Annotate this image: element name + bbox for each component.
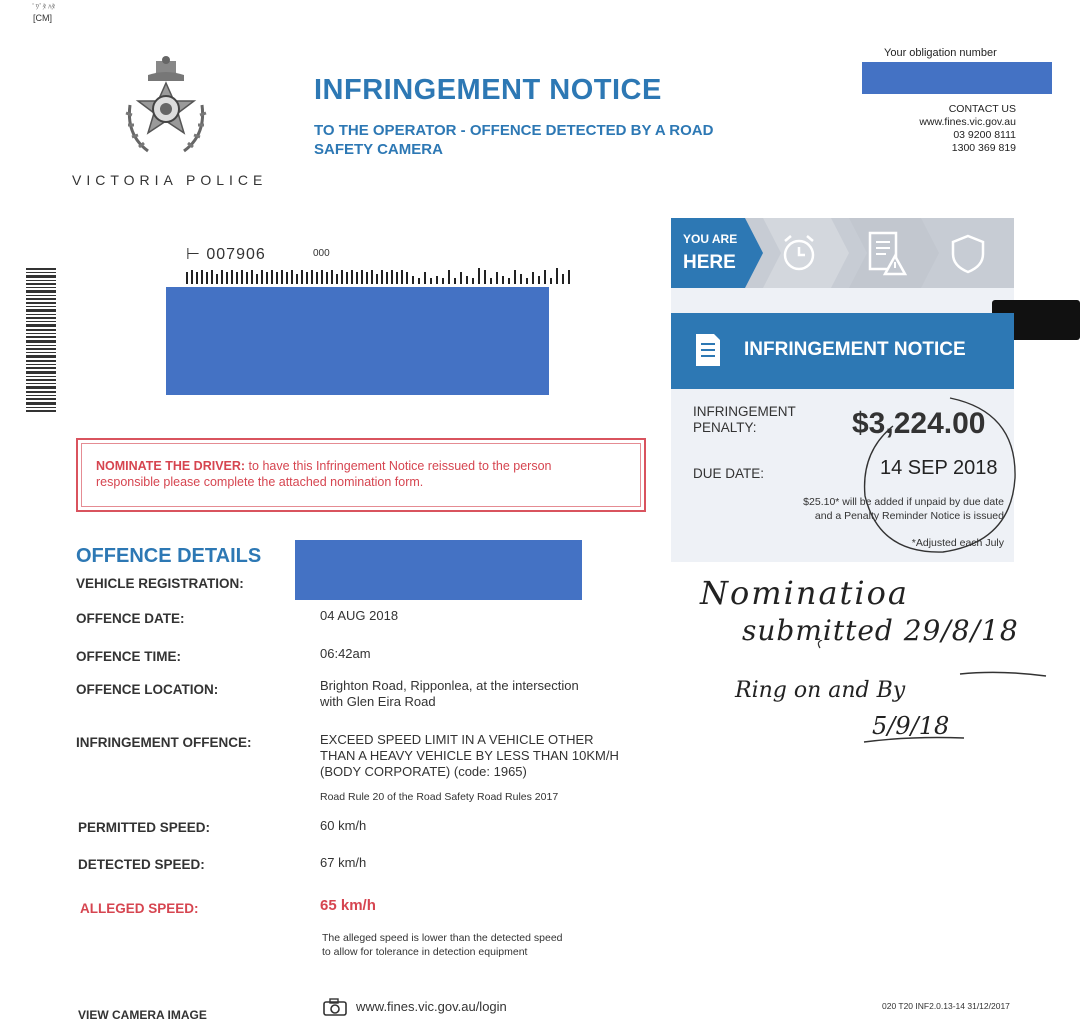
due-date-label: DUE DATE:	[693, 466, 765, 481]
side-barcode	[26, 268, 56, 412]
penalty-label	[693, 404, 796, 436]
nominate-driver-body: to have this Infringement Notice reissued to the person responsible please complete the attached nomination form.	[96, 459, 552, 489]
obligation-label: Your obligation number	[884, 47, 997, 59]
shield-icon	[951, 234, 985, 279]
infringement-offence-label: INFRINGEMENT OFFENCE:	[76, 735, 252, 750]
handwritten-ring-on: Ring on and By	[735, 678, 906, 703]
police-crest-icon	[118, 55, 214, 165]
org-name: VICTORIA POLICE	[72, 172, 268, 188]
notice-document-icon	[693, 331, 723, 375]
handdrawn-circle	[855, 392, 1025, 567]
alleged-speed-value: 65 km/h	[320, 897, 376, 914]
permitted-speed-label: PERMITTED SPEED:	[78, 820, 211, 835]
offence-date-label: OFFENCE DATE:	[76, 611, 185, 626]
offence-time-value: 06:42am	[320, 646, 371, 661]
penalty-label-line2: PENALTY:	[693, 420, 757, 435]
redacted-obligation-number	[862, 62, 1052, 94]
late-fee-note-line1: $25.10* will be added if unpaid by due date	[803, 496, 1004, 508]
page-subtitle: TO THE OPERATOR - OFFENCE DETECTED BY A ROAD SAFETY CAMERA	[314, 122, 714, 158]
contact-block	[860, 103, 1016, 155]
contact-phone-1: 03 9200 8111	[953, 129, 1016, 141]
adjusted-note: *Adjusted each July	[911, 537, 1004, 549]
tolerance-note-line2: to allow for tolerance in detection equipment	[322, 946, 528, 958]
contact-phone-2: 1300 369 819	[951, 142, 1016, 154]
permitted-speed-value: 60 km/h	[320, 818, 367, 833]
handwritten-nomination: Nominatioa	[700, 574, 909, 612]
infringement-offence-line1: EXCEED SPEED LIMIT IN A VEHICLE OTHER	[320, 732, 594, 747]
infringement-offence-line2: THAN A HEAVY VEHICLE BY LESS THAN 10KM/H	[320, 748, 619, 763]
redacted-address	[166, 287, 549, 395]
progress-steps	[671, 218, 1014, 288]
offence-location-line1: Brighton Road, Ripponlea, at the intersection	[320, 678, 579, 693]
infringement-notice-bar	[671, 313, 1014, 389]
step-here: HERE	[683, 252, 736, 273]
handwritten-submitted: submitted 29/8/18	[742, 614, 1019, 647]
redacted-registration	[295, 540, 582, 600]
vehicle-registration-label: VEHICLE REGISTRATION:	[76, 576, 244, 591]
scan-mark: ﾟﾜﾞﾀ ﾊﾀ	[32, 4, 55, 11]
barcode-suffix: 000	[313, 248, 330, 259]
form-code: 020 T20 INF2.0.13-14 31/12/2017	[882, 1001, 1010, 1011]
notice-bar-title: INFRINGEMENT NOTICE	[744, 339, 966, 360]
tolerance-note-line1: The alleged speed is lower than the detected speed	[322, 932, 563, 944]
step-you-are: YOU ARE	[683, 232, 738, 246]
nominate-driver-box	[76, 438, 646, 512]
alleged-speed-label: ALLEGED SPEED:	[80, 901, 199, 916]
offence-details-title: OFFENCE DETAILS	[76, 545, 262, 567]
offence-date-value: 04 AUG 2018	[320, 608, 399, 623]
offence-location-label: OFFENCE LOCATION:	[76, 682, 219, 697]
detected-speed-label: DETECTED SPEED:	[78, 857, 205, 872]
offence-time-label: OFFENCE TIME:	[76, 649, 181, 664]
penalty-amount: $3,224.00	[852, 407, 986, 440]
infringement-offence-value	[320, 732, 619, 780]
contact-website[interactable]: www.fines.vic.gov.au	[919, 116, 1016, 128]
offence-location-line2: with Glen Eira Road	[320, 694, 436, 709]
postal-barcode	[186, 266, 572, 286]
cm-mark: [CM]	[33, 13, 52, 23]
infringement-offence-line3: (BODY CORPORATE) (code: 1965)	[320, 764, 527, 779]
camera-login-link[interactable]: www.fines.vic.gov.au/login	[356, 999, 507, 1014]
camera-icon	[322, 998, 348, 1021]
view-camera-image-label: VIEW CAMERA IMAGE	[78, 1008, 207, 1022]
contact-heading: CONTACT US	[948, 103, 1016, 115]
handwritten-date: 5/9/18	[872, 712, 950, 740]
warning-document-icon	[867, 230, 907, 281]
alarm-clock-icon	[781, 233, 817, 278]
nominate-driver-text	[96, 458, 606, 490]
due-date-value: 14 SEP 2018	[880, 457, 998, 479]
road-rule: Road Rule 20 of the Road Safety Road Rules 2017	[320, 791, 559, 803]
page-title: INFRINGEMENT NOTICE	[314, 74, 662, 106]
penalty-label-line1: INFRINGEMENT	[693, 404, 796, 419]
tolerance-note	[322, 931, 563, 959]
detected-speed-value: 67 km/h	[320, 855, 367, 870]
nominate-driver-lead: NOMINATE THE DRIVER:	[96, 459, 246, 473]
offence-location-value	[320, 678, 579, 710]
handwritten-date-underline	[860, 730, 970, 755]
late-fee-note-line2: and a Penalty Reminder Notice is issued	[814, 510, 1004, 522]
barcode-number: ⊢ 007906	[186, 246, 266, 263]
